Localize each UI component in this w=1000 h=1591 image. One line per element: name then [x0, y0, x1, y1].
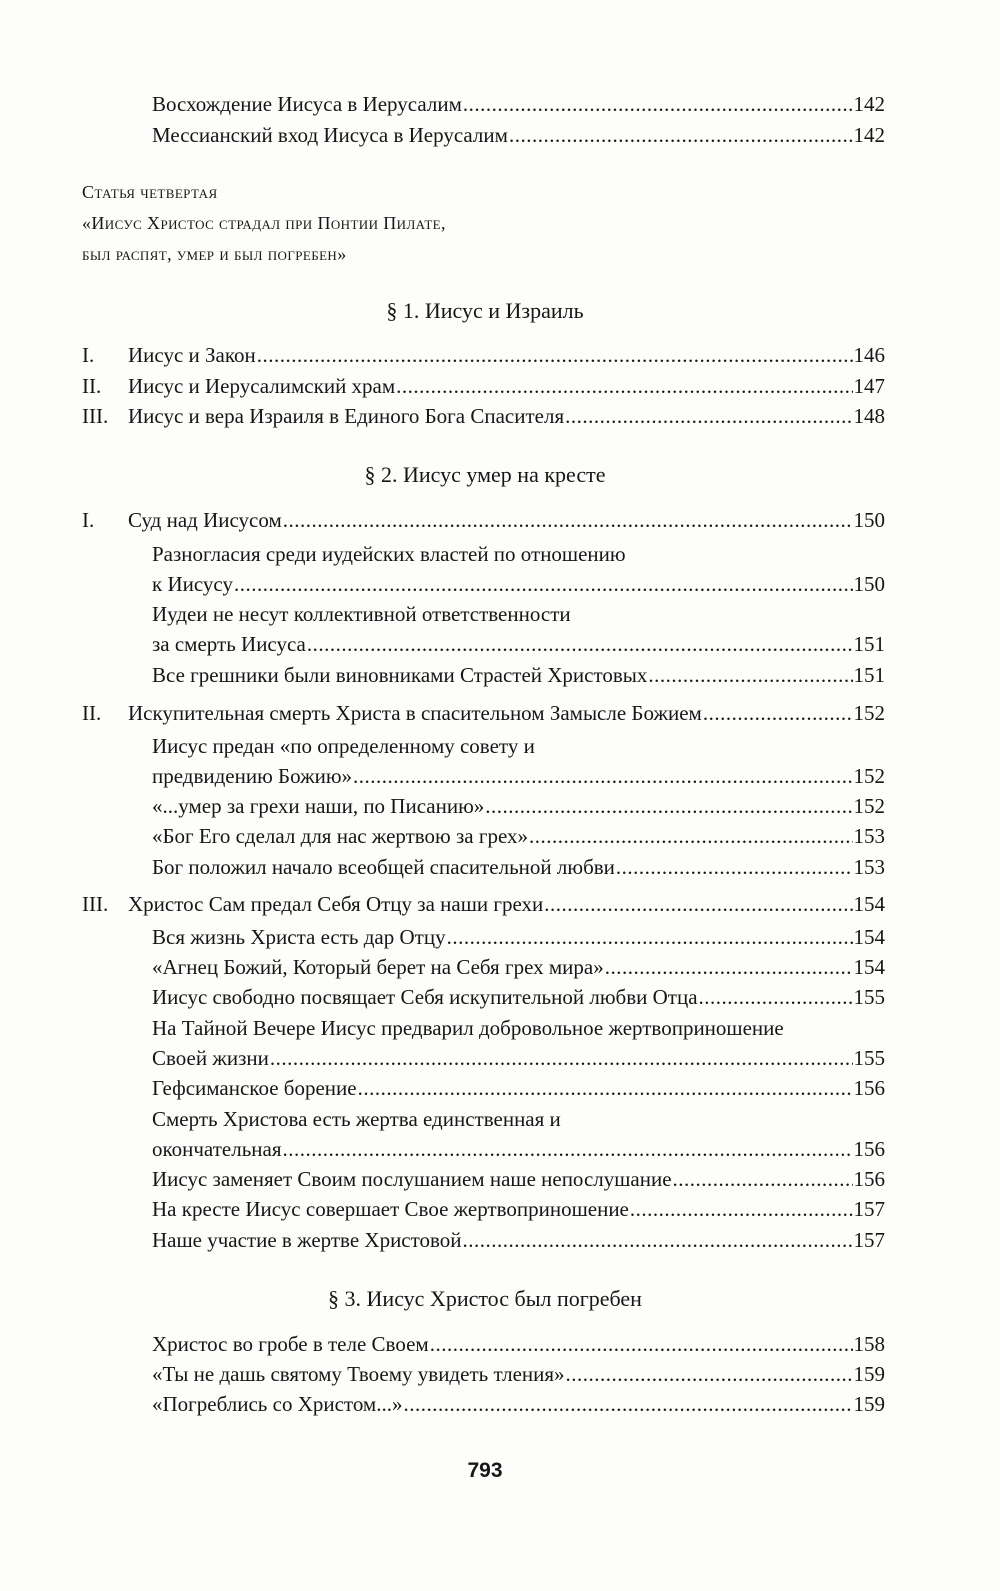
toc-entry: Суд над Иисусом ..... 150 [128, 505, 885, 535]
roman-numeral: III. [82, 404, 109, 428]
toc-subentry: Иисус заменяет Своим послушанием наше непослушание ..... 156 [152, 1164, 885, 1194]
toc-subentry-line: Иудеи не несут коллективной ответственности [152, 602, 571, 626]
toc-subentry: Своей жизни ..... 155 [152, 1043, 885, 1073]
toc-subentry: Иисус свободно посвящает Себя искупительной любви Отца ..... 155 [152, 982, 885, 1012]
toc-entry: «Погреблись со Христом...» ..... 159 [152, 1389, 885, 1419]
toc-subentry: предвидению Божию» ..... 152 [152, 761, 885, 791]
toc-subentry: Вся жизнь Христа есть дар Отцу ..... 154 [152, 922, 885, 952]
toc-subentry: «Бог Его сделал для нас жертвою за грех» ..... 153 [152, 821, 885, 851]
roman-numeral: I. [82, 343, 95, 367]
toc-subentry: «...умер за грехи наши, по Писанию» ..... 152 [152, 791, 885, 821]
section-title: § 2. Иисус умер на кресте [364, 462, 606, 487]
roman-numeral: III. [82, 892, 109, 916]
article-title-line-1: «Иисус Христос страдал при Понтии Пилате, [82, 213, 446, 233]
toc-entry: Иисус и Закон ..... 146 [128, 340, 885, 370]
roman-numeral: I. [82, 508, 95, 532]
toc-entry: Христос Сам предал Себя Отцу за наши грехи ..... 154 [128, 889, 885, 919]
page-number: 793 [467, 1459, 503, 1482]
toc-subentry-line: Иисус предан «по определенному совету и [152, 734, 535, 758]
toc-subentry: за смерть Иисуса ..... 151 [152, 629, 885, 659]
toc-subentry-line: Разногласия среди иудейских властей по отношению [152, 542, 626, 566]
toc-subentry: На кресте Иисус совершает Свое жертвоприношение ..... 157 [152, 1194, 885, 1224]
roman-numeral: II. [82, 374, 102, 398]
section-title: § 1. Иисус и Израиль [386, 298, 584, 323]
toc-entry: Искупительная смерть Христа в спасительном Замысле Божием ..... 152 [128, 698, 885, 728]
toc-entry: Иисус и Иерусалимский храм ..... 147 [128, 371, 885, 401]
toc-subentry: окончательная ..... 156 [152, 1134, 885, 1164]
toc-subentry-line: На Тайной Вечере Иисус предварил добровольное жертвоприношение [152, 1016, 784, 1040]
roman-numeral: II. [82, 701, 102, 725]
toc-subentry: Бог положил начало всеобщей спасительной любви ..... 153 [152, 852, 885, 882]
article-title-line-2: был распят, умер и был погребен» [82, 244, 347, 264]
toc-entry: Мессианский вход Иисуса в Иерусалим ..... 142 [152, 120, 885, 150]
toc-entry: Христос во гробе в теле Своем ..... 158 [152, 1329, 885, 1359]
toc-entry: «Ты не дашь святому Твоему увидеть тления» ..... 159 [152, 1359, 885, 1389]
toc-subentry-line: Смерть Христова есть жертва единственная и [152, 1107, 561, 1131]
section-title: § 3. Иисус Христос был погребен [328, 1286, 642, 1311]
toc-subentry: Все грешники были виновниками Страстей Христовых ..... 151 [152, 660, 885, 690]
article-label: Статья четвертая [82, 182, 218, 202]
toc-subentry: к Иисусу ..... 150 [152, 569, 885, 599]
toc-entry: Иисус и вера Израиля в Единого Бога Спасителя ..... 148 [128, 401, 885, 431]
toc-subentry: «Агнец Божий, Который берет на Себя грех мира» ..... 154 [152, 952, 885, 982]
toc-subentry: Наше участие в жертве Христовой ..... 157 [152, 1225, 885, 1255]
toc-entry: Восхождение Иисуса в Иерусалим ..... 142 [152, 89, 885, 119]
toc-subentry: Гефсиманское борение ..... 156 [152, 1073, 885, 1103]
